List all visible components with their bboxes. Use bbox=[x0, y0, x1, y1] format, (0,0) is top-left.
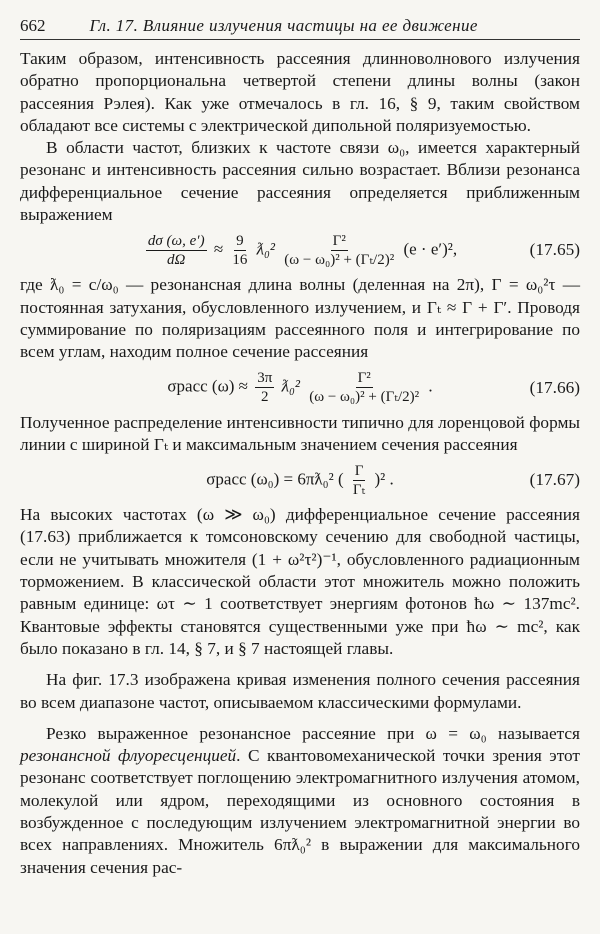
eq3-left-paren: ( bbox=[337, 469, 344, 489]
eq3-fraction bbox=[351, 462, 367, 499]
eq1-tail: (e · e′)², bbox=[403, 239, 458, 259]
equation-17-65 bbox=[20, 226, 580, 274]
eq1-lambda: ƛ₀² bbox=[256, 239, 276, 259]
paragraph-5: На высоких частотах (ω ≫ ω₀) дифференциальное сечение рассеяния (17.63) приближается к томсоновскому сечению для свободной частицы, если не учитывать множителя (1 + ω²τ²)⁻¹, обусловленного радиационным торможением. В классической области этот множитель можно положить равным единице: ωτ ∼ 1 соответствует энергиям фотонов ħω ∼ 137mc². Квантовые эффекты становятся существенными уже при ħω ∼ mc², как было показано в гл. 14, § 7, и § 7 настоящей главы. bbox=[20, 505, 580, 658]
eq2-coef-numerator: 3π bbox=[257, 370, 273, 387]
eq2-lhs: σрасс (ω) bbox=[167, 376, 235, 396]
paragraph-3: где ƛ₀ = c/ω₀ — резонансная длина волны (деленная на 2π), Γ = ω₀²τ — постоянная затухания, обусловленного излучением, и Γₜ ≈ Γ + Γ′. Проводя суммирование по поляризациям рассеянного поля и интегрирование по всем углам, находим полное сечение рассеяния bbox=[20, 275, 580, 362]
eq1-lhs-fraction bbox=[146, 232, 207, 269]
equation-number-17-66: (17.66) bbox=[529, 377, 580, 397]
eq2-approx-sign: ≈ bbox=[238, 376, 249, 396]
eq2-lambda: ƛ₀² bbox=[281, 376, 300, 396]
eq3-tail: . bbox=[389, 469, 394, 489]
paragraph-7-start: Резко выраженное резонансное рассеяние при ω = ω₀ называется bbox=[46, 723, 580, 743]
eq1-coef-numerator: 9 bbox=[236, 232, 244, 249]
equation-number-17-67: (17.67) bbox=[529, 470, 580, 490]
eq1-denominator: (ω − ω₀)² + (Γₜ/2)² bbox=[284, 251, 395, 268]
paragraph-2: В области частот, близких к частоте связи ω₀, имеется характерный резонанс и интенсивность рассеяния сильно возрастает. Вблизи резонанса дифференциальное сечение рассеяния определяется приближенным выражением bbox=[20, 138, 580, 225]
eq2-denominator: (ω − ω₀)² + (Γₜ/2)² bbox=[309, 389, 420, 406]
running-header bbox=[20, 10, 580, 40]
eq2-tail: . bbox=[428, 376, 433, 396]
eq1-main-fraction bbox=[282, 232, 396, 269]
paragraph-4: Полученное распределение интенсивности типично для лоренцовой формы линии с шириной Γₜ и максимальным значением сечения рассеяния bbox=[20, 412, 580, 454]
eq1-numerator: Γ² bbox=[332, 232, 346, 249]
eq3-lhs: σрасс (ω₀) = 6πƛ₀² bbox=[206, 469, 334, 489]
eq2-numerator: Γ² bbox=[357, 370, 371, 387]
eq1-coef-fraction bbox=[230, 232, 249, 269]
eq3-right-paren: )² bbox=[374, 469, 386, 489]
paragraph-6: На фиг. 17.3 изображена кривая изменения полного сечения рассеяния во всем диапазоне частот, описываемом классическими формулами. bbox=[20, 670, 580, 712]
paragraph-7 bbox=[20, 723, 580, 879]
eq2-coef-denominator: 2 bbox=[261, 389, 269, 406]
eq3-numerator: Γ bbox=[354, 462, 364, 479]
running-title: Гл. 17. Влияние излучения частицы на ее движение bbox=[89, 16, 478, 35]
paragraph-7-end: . С квантовомеханической точки зрения этот резонанс соответствует поглощению электромагнитного излучения атомом, молекулой или ядром, переходящими из основного состояния в возбужденное с последующим излучением электромагнитной энергии во всех направлениях. Множитель 6πƛ₀² в выражении для максимального значения сечения рас- bbox=[20, 746, 580, 877]
term-resonance-fluorescence: резонансной флуоресценцией bbox=[20, 746, 237, 766]
eq2-coef-fraction bbox=[255, 369, 274, 406]
page-number: 662 bbox=[20, 16, 46, 35]
equation-number-17-65: (17.65) bbox=[529, 240, 580, 260]
paragraph-1: Таким образом, интенсивность рассеяния длинноволнового излучения обратно пропорциональна четвертой степени длины волны (закон рассеяния Рэлея). Как уже отмечалось в гл. 16, § 9, таким свойством обладают все системы с электрической дипольной поляризуемостью. bbox=[20, 49, 580, 135]
eq2-main-fraction bbox=[307, 369, 421, 406]
eq1-lhs-denominator: dΩ bbox=[167, 251, 186, 268]
eq1-approx-sign: ≈ bbox=[213, 239, 224, 259]
equation-17-67 bbox=[20, 456, 580, 504]
page-body bbox=[20, 48, 580, 879]
eq1-lhs-numerator: dσ (ω, e′) bbox=[147, 232, 205, 249]
equation-17-66 bbox=[20, 364, 580, 412]
eq3-denominator: Γₜ bbox=[352, 481, 366, 498]
eq1-coef-denominator: 16 bbox=[232, 251, 248, 268]
